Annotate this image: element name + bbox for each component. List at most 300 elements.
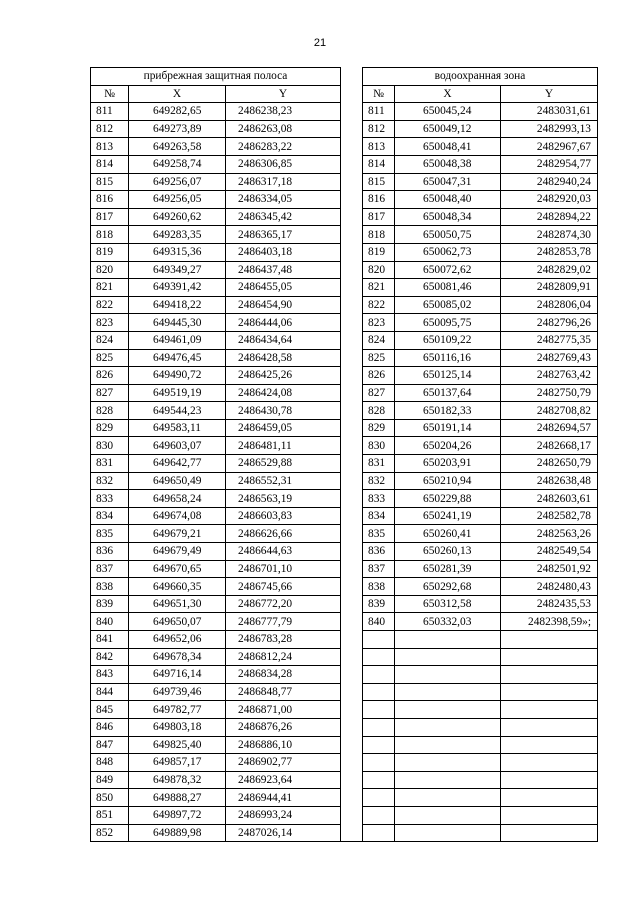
column-gap [341, 543, 363, 561]
right-point-number-cell [363, 683, 395, 701]
left-coord-x-cell: 649716,14 [129, 666, 226, 684]
left-coord-x-cell: 649256,05 [129, 191, 226, 209]
right-point-number-cell: 837 [363, 560, 395, 578]
table-row [91, 666, 598, 684]
left-coord-y-cell: 2486552,31 [226, 472, 341, 490]
right-coord-x-cell: 650241,19 [395, 507, 501, 525]
right-coord-x-cell: 650048,34 [395, 208, 501, 226]
table-row [91, 226, 598, 244]
left-coord-y-cell: 2486886,10 [226, 736, 341, 754]
column-gap [341, 666, 363, 684]
column-gap [341, 243, 363, 261]
left-coord-y-cell: 2486902,77 [226, 754, 341, 772]
right-coord-y-cell: 2482769,43 [501, 349, 598, 367]
right-header-x: X [395, 85, 501, 103]
table-row [91, 367, 598, 385]
table-row [91, 701, 598, 719]
right-coord-x-cell: 650191,14 [395, 419, 501, 437]
left-point-number-cell: 819 [91, 243, 129, 261]
left-point-number-cell: 848 [91, 754, 129, 772]
right-coord-x-cell [395, 718, 501, 736]
left-coord-y-cell: 2486626,66 [226, 525, 341, 543]
right-point-number-cell: 822 [363, 296, 395, 314]
right-coord-y-cell [501, 648, 598, 666]
right-point-number-cell: 825 [363, 349, 395, 367]
table-row [91, 103, 598, 121]
right-point-number-cell: 833 [363, 490, 395, 508]
right-coord-y-cell: 2482809,91 [501, 279, 598, 297]
left-point-number-cell: 822 [91, 296, 129, 314]
left-coord-y-cell: 2486923,64 [226, 771, 341, 789]
left-coord-x-cell: 649642,77 [129, 455, 226, 473]
table-row [91, 736, 598, 754]
left-point-number-cell: 836 [91, 543, 129, 561]
right-coord-x-cell: 650292,68 [395, 578, 501, 596]
column-gap [341, 490, 363, 508]
left-coord-y-cell: 2486444,06 [226, 314, 341, 332]
right-coord-x-cell: 650281,39 [395, 560, 501, 578]
right-coord-y-cell: 2482874,30 [501, 226, 598, 244]
left-coord-x-cell: 649674,08 [129, 507, 226, 525]
right-coord-x-cell: 650045,24 [395, 103, 501, 121]
right-coord-x-cell: 650095,75 [395, 314, 501, 332]
right-point-number-cell: 819 [363, 243, 395, 261]
right-coord-y-cell: 2482796,26 [501, 314, 598, 332]
right-point-number-cell: 826 [363, 367, 395, 385]
column-gap [341, 525, 363, 543]
left-point-number-cell: 837 [91, 560, 129, 578]
left-point-number-cell: 847 [91, 736, 129, 754]
column-gap [341, 771, 363, 789]
right-coord-x-cell: 650260,41 [395, 525, 501, 543]
left-point-number-cell: 852 [91, 824, 129, 842]
right-coord-x-cell [395, 666, 501, 684]
column-gap [341, 472, 363, 490]
right-point-number-cell: 836 [363, 543, 395, 561]
column-gap [341, 103, 363, 121]
left-coord-y-cell: 2487026,14 [226, 824, 341, 842]
left-coord-x-cell: 649391,42 [129, 279, 226, 297]
right-point-number-cell: 816 [363, 191, 395, 209]
right-point-number-cell: 815 [363, 173, 395, 191]
right-point-number-cell [363, 771, 395, 789]
left-coord-y-cell: 2486812,24 [226, 648, 341, 666]
column-gap [341, 683, 363, 701]
left-point-number-cell: 846 [91, 718, 129, 736]
left-coord-y-cell: 2486481,11 [226, 437, 341, 455]
left-point-number-cell: 834 [91, 507, 129, 525]
column-gap [341, 367, 363, 385]
right-coord-y-cell: 2482563,26 [501, 525, 598, 543]
column-gap [341, 85, 363, 103]
table-row [91, 648, 598, 666]
column-gap [341, 419, 363, 437]
right-coord-y-cell: 2482775,35 [501, 331, 598, 349]
right-coord-y-cell [501, 789, 598, 807]
right-coord-y-cell: 2482638,48 [501, 472, 598, 490]
right-point-number-cell: 812 [363, 120, 395, 138]
left-point-number-cell: 821 [91, 279, 129, 297]
right-coord-x-cell [395, 771, 501, 789]
left-point-number-cell: 831 [91, 455, 129, 473]
left-coord-x-cell: 649650,49 [129, 472, 226, 490]
right-point-number-cell: 839 [363, 595, 395, 613]
left-coord-x-cell: 649445,30 [129, 314, 226, 332]
right-point-number-cell: 831 [363, 455, 395, 473]
column-gap [341, 314, 363, 332]
left-point-number-cell: 830 [91, 437, 129, 455]
right-coord-y-cell [501, 683, 598, 701]
left-coord-y-cell: 2486848,77 [226, 683, 341, 701]
right-point-number-cell [363, 824, 395, 842]
right-coord-x-cell: 650085,02 [395, 296, 501, 314]
right-point-number-cell: 814 [363, 155, 395, 173]
left-point-number-cell: 825 [91, 349, 129, 367]
table-row [91, 279, 598, 297]
left-point-number-cell: 813 [91, 138, 129, 156]
right-coord-x-cell: 650116,16 [395, 349, 501, 367]
left-coord-x-cell: 649679,49 [129, 543, 226, 561]
table-row [91, 173, 598, 191]
left-coord-y-cell: 2486529,88 [226, 455, 341, 473]
table-row [91, 419, 598, 437]
column-gap [341, 701, 363, 719]
table-row [91, 437, 598, 455]
left-coord-x-cell: 649660,35 [129, 578, 226, 596]
right-coord-x-cell: 650260,13 [395, 543, 501, 561]
table-row [91, 402, 598, 420]
table-row [91, 490, 598, 508]
left-coord-x-cell: 649857,17 [129, 754, 226, 772]
right-header-number: № [363, 85, 395, 103]
column-gap [341, 68, 363, 86]
left-point-number-cell: 820 [91, 261, 129, 279]
left-point-number-cell: 833 [91, 490, 129, 508]
table-row [91, 455, 598, 473]
left-point-number-cell: 842 [91, 648, 129, 666]
right-coord-y-cell: 2482967,67 [501, 138, 598, 156]
right-coord-y-cell: 2482940,24 [501, 173, 598, 191]
left-coord-x-cell: 649679,21 [129, 525, 226, 543]
left-coord-y-cell: 2486283,22 [226, 138, 341, 156]
column-gap [341, 261, 363, 279]
right-coord-x-cell: 650048,38 [395, 155, 501, 173]
column-gap [341, 155, 363, 173]
right-coord-y-cell: 2482829,02 [501, 261, 598, 279]
right-coord-x-cell [395, 631, 501, 649]
table-row [91, 754, 598, 772]
left-point-number-cell: 840 [91, 613, 129, 631]
column-gap [341, 806, 363, 824]
table-row [91, 507, 598, 525]
right-point-number-cell: 828 [363, 402, 395, 420]
right-coord-y-cell: 2482806,04 [501, 296, 598, 314]
column-gap [341, 120, 363, 138]
column-gap [341, 560, 363, 578]
left-point-number-cell: 823 [91, 314, 129, 332]
left-coord-y-cell: 2486993,24 [226, 806, 341, 824]
column-gap [341, 789, 363, 807]
left-coord-y-cell: 2486944,41 [226, 789, 341, 807]
left-coord-x-cell: 649658,24 [129, 490, 226, 508]
left-header-number: № [91, 85, 129, 103]
table-title-row [91, 68, 598, 86]
table-row [91, 138, 598, 156]
right-coord-x-cell [395, 806, 501, 824]
right-coord-x-cell: 650050,75 [395, 226, 501, 244]
left-coord-y-cell: 2486783,28 [226, 631, 341, 649]
left-coord-x-cell: 649888,27 [129, 789, 226, 807]
left-point-number-cell: 850 [91, 789, 129, 807]
column-gap [341, 208, 363, 226]
right-coord-y-cell: 2482853,78 [501, 243, 598, 261]
right-coord-y-cell: 2482603,61 [501, 490, 598, 508]
left-coord-x-cell: 649315,36 [129, 243, 226, 261]
right-coord-x-cell [395, 648, 501, 666]
table-row [91, 384, 598, 402]
table-row [91, 261, 598, 279]
right-coord-x-cell: 650047,31 [395, 173, 501, 191]
left-coord-x-cell: 649349,27 [129, 261, 226, 279]
table-row [91, 472, 598, 490]
right-point-number-cell: 821 [363, 279, 395, 297]
left-point-number-cell: 818 [91, 226, 129, 244]
column-gap [341, 402, 363, 420]
right-point-number-cell: 811 [363, 103, 395, 121]
table-row [91, 789, 598, 807]
left-coord-x-cell: 649461,09 [129, 331, 226, 349]
left-coord-x-cell: 649490,72 [129, 367, 226, 385]
right-point-number-cell: 827 [363, 384, 395, 402]
right-point-number-cell: 813 [363, 138, 395, 156]
left-point-number-cell: 844 [91, 683, 129, 701]
column-gap [341, 191, 363, 209]
column-gap [341, 578, 363, 596]
left-point-number-cell: 814 [91, 155, 129, 173]
column-gap [341, 331, 363, 349]
table-row [91, 683, 598, 701]
left-coord-y-cell: 2486424,08 [226, 384, 341, 402]
right-coord-x-cell [395, 824, 501, 842]
left-point-number-cell: 849 [91, 771, 129, 789]
left-coord-x-cell: 649782,77 [129, 701, 226, 719]
left-point-number-cell: 816 [91, 191, 129, 209]
right-point-number-cell [363, 789, 395, 807]
left-coord-x-cell: 649260,62 [129, 208, 226, 226]
right-coord-y-cell [501, 631, 598, 649]
table-row [91, 155, 598, 173]
right-coord-x-cell: 650081,46 [395, 279, 501, 297]
left-coord-x-cell: 649651,30 [129, 595, 226, 613]
right-coord-y-cell: 2483031,61 [501, 103, 598, 121]
right-coord-x-cell: 650048,40 [395, 191, 501, 209]
left-coord-x-cell: 649519,19 [129, 384, 226, 402]
column-gap [341, 824, 363, 842]
left-point-number-cell: 838 [91, 578, 129, 596]
left-coord-x-cell: 649263,58 [129, 138, 226, 156]
left-coord-y-cell: 2486428,58 [226, 349, 341, 367]
left-coord-x-cell: 649544,23 [129, 402, 226, 420]
column-gap [341, 613, 363, 631]
table-row [91, 314, 598, 332]
right-coord-y-cell: 2482954,77 [501, 155, 598, 173]
left-coord-y-cell: 2486603,83 [226, 507, 341, 525]
right-header-y: Y [501, 85, 598, 103]
right-point-number-cell: 832 [363, 472, 395, 490]
column-gap [341, 718, 363, 736]
left-coord-x-cell: 649418,22 [129, 296, 226, 314]
left-coord-y-cell: 2486454,90 [226, 296, 341, 314]
right-coord-y-cell [501, 736, 598, 754]
right-coord-y-cell: 2482549,54 [501, 543, 598, 561]
left-point-number-cell: 826 [91, 367, 129, 385]
left-coord-y-cell: 2486345,42 [226, 208, 341, 226]
right-point-number-cell: 830 [363, 437, 395, 455]
left-table-title: прибрежная защитная полоса [91, 68, 341, 86]
left-coord-y-cell: 2486263,08 [226, 120, 341, 138]
right-coord-x-cell [395, 754, 501, 772]
right-coord-x-cell [395, 701, 501, 719]
left-coord-y-cell: 2486437,48 [226, 261, 341, 279]
left-coord-y-cell: 2486430,78 [226, 402, 341, 420]
right-point-number-cell [363, 736, 395, 754]
column-gap [341, 279, 363, 297]
table-row [91, 296, 598, 314]
right-coord-y-cell [501, 824, 598, 842]
column-gap [341, 296, 363, 314]
right-coord-x-cell: 650312,58 [395, 595, 501, 613]
table-row [91, 595, 598, 613]
right-coord-y-cell: 2482763,42 [501, 367, 598, 385]
left-coord-y-cell: 2486434,64 [226, 331, 341, 349]
table-row [91, 613, 598, 631]
left-point-number-cell: 811 [91, 103, 129, 121]
left-point-number-cell: 839 [91, 595, 129, 613]
page-number: 21 [313, 37, 327, 49]
column-gap [341, 226, 363, 244]
left-coord-x-cell: 649256,07 [129, 173, 226, 191]
left-point-number-cell: 815 [91, 173, 129, 191]
left-coord-x-cell: 649282,65 [129, 103, 226, 121]
left-coord-y-cell: 2486455,05 [226, 279, 341, 297]
left-coord-x-cell: 649678,34 [129, 648, 226, 666]
right-coord-x-cell: 650109,22 [395, 331, 501, 349]
right-coord-y-cell: 2482894,22 [501, 208, 598, 226]
left-coord-y-cell: 2486238,23 [226, 103, 341, 121]
column-gap [341, 437, 363, 455]
left-coord-x-cell: 649283,35 [129, 226, 226, 244]
column-gap [341, 736, 363, 754]
left-coord-x-cell: 649650,07 [129, 613, 226, 631]
left-coord-y-cell: 2486459,05 [226, 419, 341, 437]
right-point-number-cell [363, 648, 395, 666]
table-row [91, 824, 598, 842]
right-point-number-cell [363, 701, 395, 719]
left-coord-x-cell: 649583,11 [129, 419, 226, 437]
right-point-number-cell [363, 666, 395, 684]
left-coord-y-cell: 2486834,28 [226, 666, 341, 684]
table-row [91, 120, 598, 138]
right-coord-x-cell: 650049,12 [395, 120, 501, 138]
right-coord-y-cell: 2482501,92 [501, 560, 598, 578]
right-point-number-cell [363, 806, 395, 824]
table-row [91, 806, 598, 824]
right-coord-x-cell: 650137,64 [395, 384, 501, 402]
left-point-number-cell: 832 [91, 472, 129, 490]
column-gap [341, 173, 363, 191]
right-point-number-cell: 838 [363, 578, 395, 596]
right-coord-y-cell: 2482750,79 [501, 384, 598, 402]
left-coord-y-cell: 2486317,18 [226, 173, 341, 191]
right-point-number-cell: 824 [363, 331, 395, 349]
right-coord-y-cell: 2482993,13 [501, 120, 598, 138]
left-coord-y-cell: 2486425,26 [226, 367, 341, 385]
left-coord-y-cell: 2486365,17 [226, 226, 341, 244]
left-coord-x-cell: 649258,74 [129, 155, 226, 173]
right-coord-y-cell: 2482650,79 [501, 455, 598, 473]
right-coord-x-cell: 650204,26 [395, 437, 501, 455]
right-table-title: водоохранная зона [363, 68, 598, 86]
left-point-number-cell: 851 [91, 806, 129, 824]
left-point-number-cell: 828 [91, 402, 129, 420]
right-coord-x-cell: 650062,73 [395, 243, 501, 261]
right-coord-y-cell: 2482398,59»; [501, 613, 598, 631]
right-coord-y-cell [501, 806, 598, 824]
right-coord-x-cell [395, 789, 501, 807]
left-coord-y-cell: 2486871,00 [226, 701, 341, 719]
left-coord-y-cell: 2486701,10 [226, 560, 341, 578]
table-row [91, 525, 598, 543]
left-point-number-cell: 845 [91, 701, 129, 719]
right-coord-x-cell: 650048,41 [395, 138, 501, 156]
left-coord-y-cell: 2486644,63 [226, 543, 341, 561]
right-coord-y-cell: 2482480,43 [501, 578, 598, 596]
right-coord-y-cell [501, 718, 598, 736]
column-gap [341, 138, 363, 156]
right-coord-y-cell: 2482920,03 [501, 191, 598, 209]
right-coord-y-cell [501, 754, 598, 772]
left-header-x: X [129, 85, 226, 103]
right-coord-y-cell: 2482668,17 [501, 437, 598, 455]
column-gap [341, 648, 363, 666]
left-point-number-cell: 829 [91, 419, 129, 437]
table-row [91, 543, 598, 561]
table-row [91, 331, 598, 349]
right-coord-x-cell: 650072,62 [395, 261, 501, 279]
left-point-number-cell: 817 [91, 208, 129, 226]
right-point-number-cell: 840 [363, 613, 395, 631]
left-coord-y-cell: 2486563,19 [226, 490, 341, 508]
left-coord-x-cell: 649897,72 [129, 806, 226, 824]
left-coord-x-cell: 649652,06 [129, 631, 226, 649]
column-gap [341, 754, 363, 772]
right-point-number-cell: 820 [363, 261, 395, 279]
right-point-number-cell: 823 [363, 314, 395, 332]
column-gap [341, 631, 363, 649]
table-row [91, 243, 598, 261]
left-point-number-cell: 841 [91, 631, 129, 649]
left-coord-y-cell: 2486403,18 [226, 243, 341, 261]
right-coord-x-cell: 650229,88 [395, 490, 501, 508]
left-coord-y-cell: 2486334,05 [226, 191, 341, 209]
left-coord-x-cell: 649878,32 [129, 771, 226, 789]
right-coord-y-cell: 2482694,57 [501, 419, 598, 437]
table-row [91, 718, 598, 736]
right-coord-x-cell: 650203,91 [395, 455, 501, 473]
left-coord-y-cell: 2486745,66 [226, 578, 341, 596]
left-header-y: Y [226, 85, 341, 103]
table-row [91, 771, 598, 789]
